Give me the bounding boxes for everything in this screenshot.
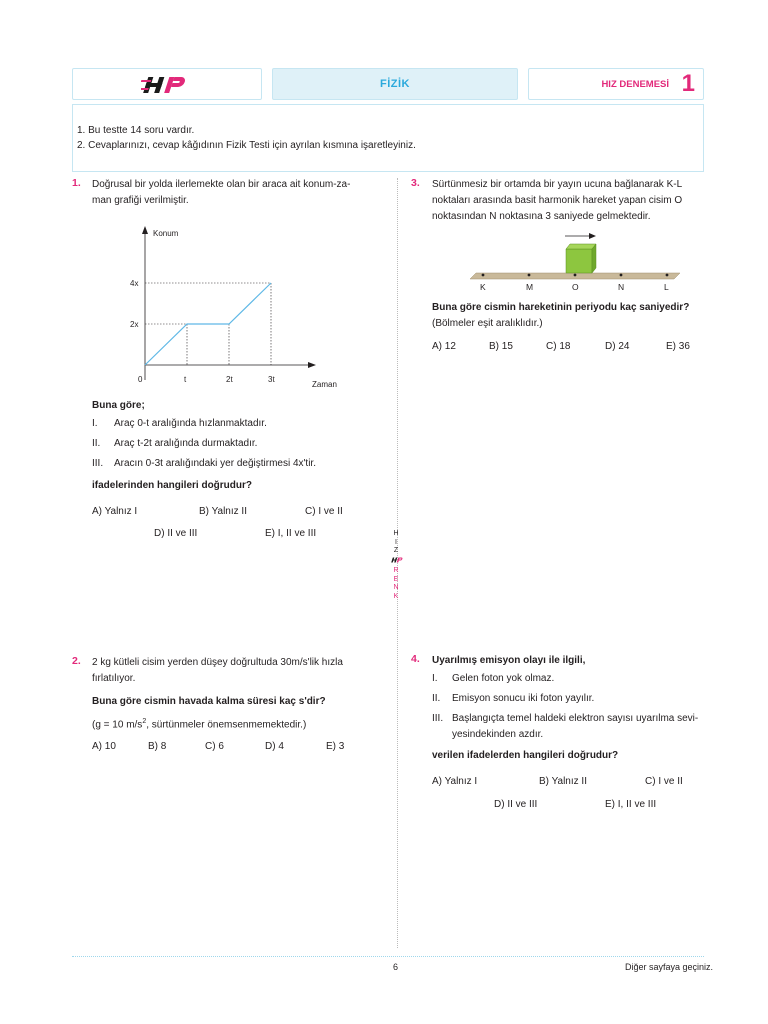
rail-point-label: M [526, 282, 534, 292]
q1-prompt: ifadelerinden hangileri doğrudur? [92, 480, 253, 491]
test-box [528, 68, 704, 100]
green-block [566, 249, 592, 273]
instruction-line: 1. Bu testte 14 soru vardır. [77, 125, 195, 136]
q3-note: (Bölmeler eşit aralıklıdır.) [432, 318, 543, 329]
q1-text [92, 177, 392, 209]
motion-arrow-icon [589, 233, 596, 239]
q1-text-line: man grafiği verilmiştir. [92, 195, 189, 206]
q1-option-e[interactable]: E) I, II ve III [265, 528, 317, 539]
q4-option-b[interactable]: B) Yalnız II [539, 776, 587, 787]
q2-option-d[interactable]: D) 4 [265, 741, 284, 752]
side-letter: Z [393, 547, 399, 554]
q2-text [92, 655, 392, 687]
side-letter: N [393, 584, 399, 591]
q1-text-line: Doğrusal bir yolda ilerlemekte olan bir araca ait konum-za- [92, 179, 351, 190]
rail-point-label: K [480, 282, 486, 292]
x-tick-label: 0 [138, 375, 143, 384]
x-axis-label: Zaman [312, 380, 337, 389]
hp-logo-icon [141, 75, 197, 95]
statement-num: II. [432, 693, 441, 704]
q4-option-d[interactable]: D) II ve III [494, 799, 538, 810]
test-name: HIZ DENEMESİ [601, 79, 669, 90]
q3-option-c[interactable]: C) 18 [546, 341, 571, 352]
rail-point [620, 274, 623, 277]
position-time-graph [120, 220, 360, 395]
q1-option-a[interactable]: A) Yalnız I [92, 506, 138, 517]
side-letter: E [393, 575, 399, 583]
q3-prompt: Buna göre cismin hareketinin periyodu kaç saniyedir? [432, 302, 690, 313]
statement-text: Emisyon sonucu iki foton yayılır. [452, 693, 595, 704]
q3-number: 3. [411, 177, 420, 189]
x-tick-label: t [184, 375, 187, 384]
x-axis-arrow-icon [308, 362, 316, 368]
side-letter: K [393, 592, 399, 600]
q2-prompt: Buna göre cismin havada kalma süresi kaç s'dir? [92, 696, 326, 707]
q2-note-prefix: (g = 10 m/s [92, 719, 143, 731]
rail-point [482, 274, 485, 277]
next-page-note: Diğer sayfaya geçiniz. [625, 962, 714, 972]
spring-oscillation-figure [468, 228, 688, 294]
q3-option-b[interactable]: B) 15 [489, 341, 513, 352]
q3-option-a[interactable]: A) 12 [432, 341, 456, 352]
hp-small-logo-icon [391, 556, 403, 564]
y-axis-arrow-icon [142, 226, 148, 234]
x-tick-label: 2t [226, 375, 233, 384]
rail-point-label: O [572, 282, 579, 292]
statement-text: Gelen foton yok olmaz. [452, 673, 555, 684]
q2-note-suffix: , sürtünmeler önemsenmemektedir.) [146, 719, 307, 731]
q4-option-e[interactable]: E) I, II ve III [605, 799, 657, 810]
side-letter: I [395, 538, 397, 546]
q1-number: 1. [72, 177, 81, 189]
q4-number: 4. [411, 653, 420, 665]
q4-option-a[interactable]: A) Yalnız I [432, 776, 478, 787]
q1-option-d[interactable]: D) II ve III [154, 528, 198, 539]
q2-text-line: 2 kg kütleli cisim yerden düşey doğrultuda 30m/s'lik hızla [92, 657, 343, 668]
q2-text-line: fırlatılıyor. [92, 673, 136, 684]
q4-prompt: verilen ifadelerden hangileri doğrudur? [432, 750, 619, 761]
rail-point-label: L [664, 282, 669, 292]
rail-point-label: N [618, 282, 625, 292]
instruction-line: 2. Cevaplarınızı, cevap kâğıdının Fizik Testi için ayrılan kısmına işaretleyiniz. [77, 140, 416, 151]
q2-option-c[interactable]: C) 6 [205, 741, 224, 752]
header-logo-box [72, 68, 262, 100]
side-letter: R [393, 567, 399, 574]
q2-number: 2. [72, 655, 81, 667]
statement-text: Araç 0-t aralığında hızlanmaktadır. [114, 418, 267, 429]
statement-num: II. [92, 438, 101, 449]
q4-intro: Uyarılmış emisyon olayı ile ilgili, [432, 655, 586, 666]
side-brand-text [391, 530, 401, 601]
block-side [592, 244, 596, 273]
side-letter: H [393, 530, 399, 537]
statement-num: III. [92, 458, 104, 469]
q3-text-line: Sürtünmesiz bir ortamda bir yayın ucuna bağlanarak K-L [432, 179, 683, 190]
q2-note-sup: 2 [142, 718, 147, 725]
subject-title: FİZİK [380, 78, 410, 90]
q4-option-c[interactable]: C) I ve II [645, 776, 683, 787]
q2-option-a[interactable]: A) 10 [92, 741, 116, 752]
statement-num: I. [92, 418, 98, 429]
page-number: 6 [393, 962, 399, 972]
block-top [566, 244, 596, 249]
statement-text: Araç t-2t aralığında durmaktadır. [114, 438, 258, 449]
q1-intro: Buna göre; [92, 400, 145, 411]
statement-num: I. [432, 673, 438, 684]
q3-text [432, 177, 722, 225]
rail-point [574, 274, 577, 277]
y-axis-label: Konum [153, 229, 179, 238]
q3-text-line: noktasından N noktasına 3 saniyede gelmektedir. [432, 211, 651, 222]
q2-note [92, 714, 306, 733]
y-tick-label: 4x [130, 279, 139, 288]
statement-num: III. [432, 713, 444, 724]
y-tick-label: 2x [130, 320, 139, 329]
q2-option-e[interactable]: E) 3 [326, 741, 345, 752]
rail-point [528, 274, 531, 277]
q3-option-e[interactable]: E) 36 [666, 341, 690, 352]
q1-option-b[interactable]: B) Yalnız II [199, 506, 247, 517]
q3-text-line: noktaları arasında basit harmonik hareket yapan cisim O [432, 195, 683, 206]
x-tick-label: 3t [268, 375, 275, 384]
instructions-box [72, 104, 704, 172]
q2-option-b[interactable]: B) 8 [148, 741, 167, 752]
subject-box [272, 68, 518, 100]
q3-option-d[interactable]: D) 24 [605, 341, 630, 352]
statement-text: Aracın 0-3t aralığındaki yer değiştirmesi 4x'tir. [114, 458, 316, 469]
statement-text: Başlangıçta temel haldeki elektron sayısı uyarılma sevi- [452, 713, 699, 724]
q1-option-c[interactable]: C) I ve II [305, 506, 343, 517]
rail-point [666, 274, 669, 277]
footer-divider [72, 956, 704, 957]
test-number: 1 [681, 70, 695, 97]
statement-text: yesindekinden azdır. [452, 729, 544, 740]
